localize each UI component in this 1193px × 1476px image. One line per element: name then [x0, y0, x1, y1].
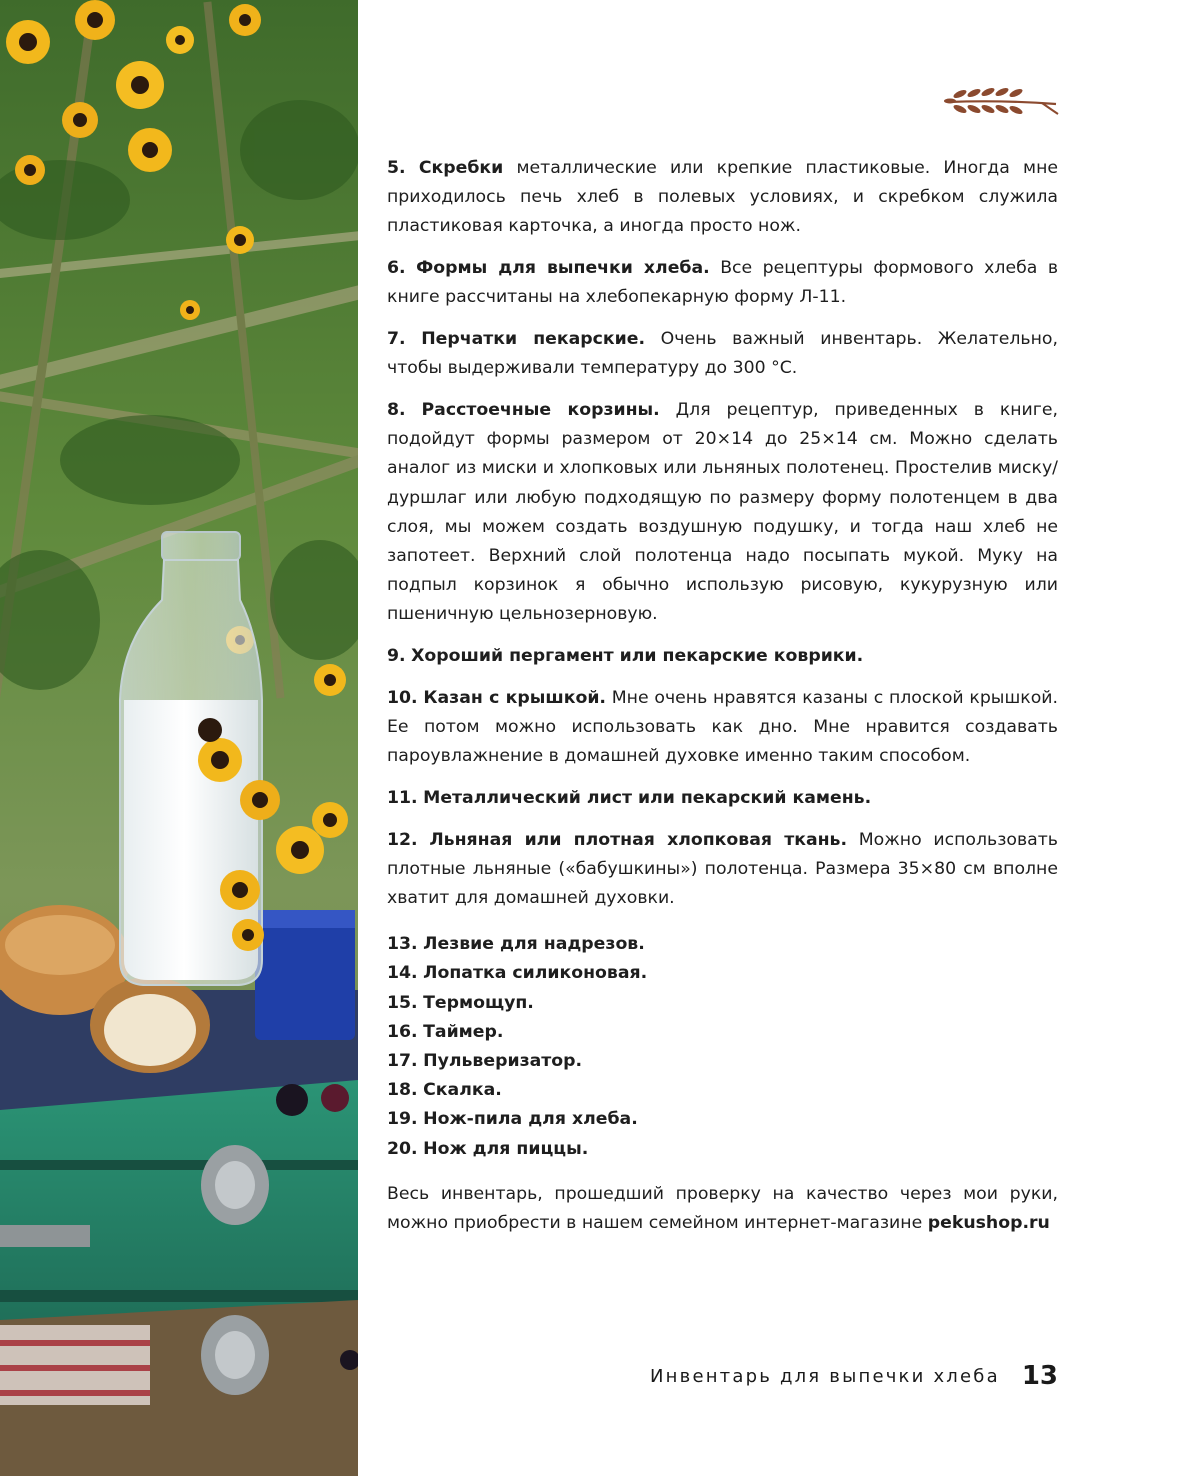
item-text: Мне очень нравятся казаны с плоской крышкой. Ее потом можно использовать как дно. Мне нравится создавать пароувлажнение в домашней духовке именно таким способом. — [387, 687, 1058, 767]
item-title: Скалка. — [423, 1080, 502, 1101]
item-title: Лезвие для надрезов. — [423, 934, 645, 955]
paragraph-6 — [387, 254, 1058, 312]
item-number: 13. — [387, 934, 418, 955]
closing-text: Весь инвентарь, прошедший проверку на качество через мои руки, можно приобрести в нашем семейном интернет-магазине — [387, 1183, 1058, 1233]
bread-still-life-photo — [0, 0, 358, 1476]
item-title: Лопатка силиконовая. — [423, 963, 648, 984]
item-title: Хороший пергамент или пекарские коврики. — [411, 646, 864, 667]
item-number: 16. — [387, 1021, 418, 1042]
item-title: Скребки — [418, 158, 504, 178]
item-title: Металлический лист или пекарский камень. — [423, 787, 872, 808]
list-item-19 — [387, 1105, 1058, 1134]
item-text: Все рецептуры формового хлеба в книге рассчитаны на хлебопекарную форму Л‑11. — [387, 258, 1059, 308]
item-title: Нож для пиццы. — [423, 1138, 589, 1159]
main-text — [387, 154, 1058, 1251]
item-number: 10. — [387, 687, 418, 708]
list-item-18 — [387, 1076, 1058, 1105]
item-text: Очень важный инвентарь. Желательно, чтобы выдерживали температуру до 300 °C. — [387, 329, 1058, 379]
item-title: Расстоечные корзины. — [421, 399, 660, 420]
page-number: 13 — [1021, 1361, 1058, 1391]
paragraph-7 — [387, 325, 1058, 383]
item-number: 8. — [387, 399, 406, 420]
shop-link[interactable]: pekushop.ru — [927, 1213, 1050, 1233]
item-text: Можно использовать плотные льняные («бабушкины») полотенца. Размера 35×80 см вполне хватит для домашней духовки. — [387, 829, 1058, 908]
item-number: 19. — [387, 1109, 418, 1130]
list-item-13 — [387, 930, 1058, 959]
paragraph-9 — [387, 642, 1058, 671]
item-title: Перчатки пекарские. — [421, 329, 646, 350]
item-number: 7. — [387, 329, 406, 350]
paragraph-10 — [387, 684, 1058, 772]
item-number: 15. — [387, 992, 418, 1013]
item-number: 11. — [387, 787, 418, 808]
running-head: Инвентарь для выпечки хлеба — [650, 1365, 1000, 1387]
paragraph-8 — [387, 396, 1058, 630]
list-item-14 — [387, 959, 1058, 988]
paragraph-5 — [387, 154, 1058, 242]
item-number: 18. — [387, 1080, 418, 1101]
item-text: Для рецептур, приведенных в книге, подойдут формы размером от 20×14 до 25×14 см. Можно сделать аналог из миски и хлопковых или льняных полотенец. Простелив миску/дуршлаг или любую подходящую по размеру форму полотенцем в два слоя, мы можем создать воздушную подушку, и тогда наш хлеб не запотеет. Верхний слой полотенца надо посыпать мукой. Муку на подпыл корзинок я обычно использую рисовую, кукурузную или пшеничную цельнозерновую. — [387, 399, 1058, 625]
list-item-16 — [387, 1018, 1058, 1047]
item-text: металлические или крепкие пластиковые. Иногда мне приходилось печь хлеб в полевых условиях, и скребком служила пластиковая карточка, а иногда просто нож. — [387, 158, 1059, 237]
item-title: Казан с крышкой. — [423, 687, 606, 708]
wheat-ear-icon — [944, 80, 1060, 120]
item-title: Формы для выпечки хлеба. — [416, 258, 710, 279]
item-number: 5. — [387, 158, 406, 178]
paragraph-12 — [387, 826, 1058, 914]
item-number: 14. — [387, 963, 418, 984]
item-title: Таймер. — [423, 1021, 504, 1042]
list-item-20 — [387, 1135, 1058, 1164]
item-title: Нож-пила для хлеба. — [423, 1109, 638, 1130]
closing-paragraph — [387, 1180, 1058, 1238]
item-number: 17. — [387, 1050, 418, 1071]
item-title: Термощуп. — [423, 992, 534, 1013]
page-footer — [650, 1356, 1058, 1396]
item-title: Пульверизатор. — [423, 1050, 583, 1071]
list-item-17 — [387, 1047, 1058, 1076]
list-item-15 — [387, 989, 1058, 1018]
item-number: 12. — [387, 829, 418, 850]
item-number: 6. — [387, 258, 406, 279]
item-title: Льняная или плотная хлопковая ткань. — [429, 829, 848, 850]
item-number: 20. — [387, 1138, 418, 1159]
paragraph-11 — [387, 784, 1058, 813]
item-number: 9. — [387, 646, 406, 667]
